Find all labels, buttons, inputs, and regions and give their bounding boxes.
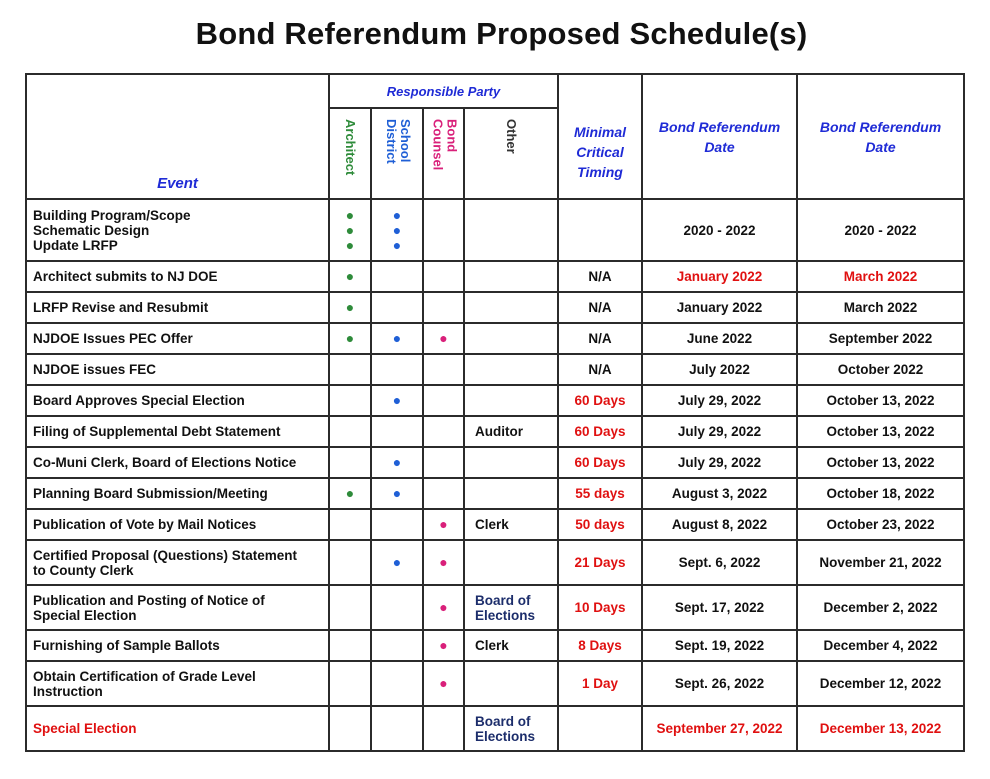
date-schedule-1-cell: September 27, 2022 xyxy=(642,706,797,751)
bond-counsel-dot-cell xyxy=(423,385,464,416)
timing-cell: 55 days xyxy=(558,478,642,509)
date-schedule-1-cell: June 2022 xyxy=(642,323,797,354)
bond-counsel-dot-cell: ● xyxy=(423,630,464,661)
table-row xyxy=(26,540,964,585)
page-title: Bond Referendum Proposed Schedule(s) xyxy=(195,16,808,51)
date-schedule-1-cell: January 2022 xyxy=(642,292,797,323)
architect-dot-cell xyxy=(329,354,371,385)
architect-dot-cell xyxy=(329,416,371,447)
timing-cell: 8 Days xyxy=(558,630,642,661)
header-date2-text: Bond Referendum Date xyxy=(819,118,942,155)
schedule-table xyxy=(25,73,965,752)
event-cell: NJDOE issues FEC xyxy=(26,354,329,385)
date-schedule-2-cell: 2020 - 2022 xyxy=(797,199,964,261)
school-district-dot-cell: ● xyxy=(371,323,423,354)
header-responsible-party: Responsible Party xyxy=(329,74,558,108)
table-row xyxy=(26,292,964,323)
header-date1-text: Bond Referendum Date xyxy=(658,118,781,155)
other-cell xyxy=(464,199,558,261)
bond-counsel-dot-cell: ● xyxy=(423,661,464,706)
header-bond-counsel-text: Bond Counsel xyxy=(430,119,460,171)
date-schedule-2-cell: September 2022 xyxy=(797,323,964,354)
date-schedule-2-cell: December 13, 2022 xyxy=(797,706,964,751)
timing-cell: N/A xyxy=(558,292,642,323)
table-row xyxy=(26,354,964,385)
bond-counsel-dot-cell xyxy=(423,447,464,478)
date-schedule-1-cell: August 8, 2022 xyxy=(642,509,797,540)
timing-cell: 50 days xyxy=(558,509,642,540)
table-row xyxy=(26,385,964,416)
date-schedule-2-cell: December 4, 2022 xyxy=(797,630,964,661)
bond-counsel-dot-cell: ● xyxy=(423,540,464,585)
date-schedule-2-cell: October 18, 2022 xyxy=(797,478,964,509)
bond-counsel-dot-cell xyxy=(423,416,464,447)
bond-counsel-dot-cell: ● xyxy=(423,323,464,354)
architect-dot-cell xyxy=(329,706,371,751)
architect-dot-cell: ● xyxy=(329,323,371,354)
architect-dot-cell xyxy=(329,661,371,706)
school-district-dot-cell xyxy=(371,585,423,630)
school-district-dot-cell: ● xyxy=(371,385,423,416)
other-cell xyxy=(464,354,558,385)
timing-cell: 60 Days xyxy=(558,385,642,416)
event-cell: Building Program/Scope Schematic Design Update LRFP xyxy=(26,199,329,261)
header-bond-referendum-date-1 xyxy=(642,74,797,199)
bond-counsel-dot-cell: ● xyxy=(423,509,464,540)
other-cell xyxy=(464,292,558,323)
school-district-dot-cell xyxy=(371,630,423,661)
other-cell: Clerk xyxy=(464,509,558,540)
date-schedule-1-cell: July 29, 2022 xyxy=(642,447,797,478)
other-cell xyxy=(464,478,558,509)
header-other xyxy=(464,108,558,199)
table-row xyxy=(26,199,964,261)
date-schedule-1-cell: Sept. 17, 2022 xyxy=(642,585,797,630)
table-row xyxy=(26,509,964,540)
architect-dot-cell: ● ● ● xyxy=(329,199,371,261)
school-district-dot-cell xyxy=(371,661,423,706)
school-district-dot-cell: ● xyxy=(371,478,423,509)
table-row xyxy=(26,661,964,706)
header-bond-counsel xyxy=(423,108,464,199)
date-schedule-2-cell: March 2022 xyxy=(797,261,964,292)
date-schedule-2-cell: November 21, 2022 xyxy=(797,540,964,585)
header-architect xyxy=(329,108,371,199)
table-row xyxy=(26,478,964,509)
header-architect-text: Architect xyxy=(343,119,358,176)
event-cell: Co-Muni Clerk, Board of Elections Notice xyxy=(26,447,329,478)
date-schedule-1-cell: Sept. 19, 2022 xyxy=(642,630,797,661)
date-schedule-1-cell: 2020 - 2022 xyxy=(642,199,797,261)
event-cell: NJDOE Issues PEC Offer xyxy=(26,323,329,354)
event-cell: Publication of Vote by Mail Notices xyxy=(26,509,329,540)
date-schedule-2-cell: October 13, 2022 xyxy=(797,447,964,478)
timing-cell: 10 Days xyxy=(558,585,642,630)
architect-dot-cell xyxy=(329,585,371,630)
table-row xyxy=(26,323,964,354)
architect-dot-cell xyxy=(329,447,371,478)
architect-dot-cell xyxy=(329,540,371,585)
event-cell: Filing of Supplemental Debt Statement xyxy=(26,416,329,447)
timing-cell: N/A xyxy=(558,261,642,292)
header-other-text: Other xyxy=(504,119,519,154)
date-schedule-2-cell: October 13, 2022 xyxy=(797,385,964,416)
school-district-dot-cell: ● xyxy=(371,540,423,585)
table-row xyxy=(26,585,964,630)
header-minimal-critical-timing-text: Minimal Critical Timing xyxy=(573,123,627,180)
date-schedule-1-cell: Sept. 26, 2022 xyxy=(642,661,797,706)
date-schedule-1-cell: Sept. 6, 2022 xyxy=(642,540,797,585)
other-cell: Board of Elections xyxy=(464,706,558,751)
date-schedule-1-cell: July 2022 xyxy=(642,354,797,385)
date-schedule-2-cell: October 23, 2022 xyxy=(797,509,964,540)
other-cell xyxy=(464,540,558,585)
bond-counsel-dot-cell xyxy=(423,199,464,261)
header-bond-referendum-date-2 xyxy=(797,74,964,199)
school-district-dot-cell xyxy=(371,706,423,751)
timing-cell xyxy=(558,199,642,261)
school-district-dot-cell xyxy=(371,416,423,447)
architect-dot-cell: ● xyxy=(329,261,371,292)
table-row xyxy=(26,447,964,478)
timing-cell: 60 Days xyxy=(558,416,642,447)
timing-cell xyxy=(558,706,642,751)
school-district-dot-cell: ● ● ● xyxy=(371,199,423,261)
school-district-dot-cell xyxy=(371,292,423,323)
header-school-district-text: School District xyxy=(384,119,413,164)
bond-counsel-dot-cell xyxy=(423,292,464,323)
architect-dot-cell: ● xyxy=(329,292,371,323)
bond-counsel-dot-cell xyxy=(423,478,464,509)
timing-cell: 1 Day xyxy=(558,661,642,706)
timing-cell: 60 Days xyxy=(558,447,642,478)
timing-cell: 21 Days xyxy=(558,540,642,585)
event-cell: Special Election xyxy=(26,706,329,751)
architect-dot-cell xyxy=(329,630,371,661)
architect-dot-cell: ● xyxy=(329,478,371,509)
header-school-district xyxy=(371,108,423,199)
date-schedule-1-cell: January 2022 xyxy=(642,261,797,292)
timing-cell: N/A xyxy=(558,354,642,385)
other-cell: Clerk xyxy=(464,630,558,661)
date-schedule-2-cell: October 2022 xyxy=(797,354,964,385)
school-district-dot-cell xyxy=(371,354,423,385)
date-schedule-2-cell: December 12, 2022 xyxy=(797,661,964,706)
date-schedule-1-cell: July 29, 2022 xyxy=(642,416,797,447)
other-cell: Board of Elections xyxy=(464,585,558,630)
table-row xyxy=(26,261,964,292)
bond-counsel-dot-cell xyxy=(423,354,464,385)
event-cell: Planning Board Submission/Meeting xyxy=(26,478,329,509)
table-row xyxy=(26,630,964,661)
event-cell: Certified Proposal (Questions) Statement to County Clerk xyxy=(26,540,329,585)
date-schedule-2-cell: October 13, 2022 xyxy=(797,416,964,447)
architect-dot-cell xyxy=(329,385,371,416)
schedule-body xyxy=(26,199,964,751)
timing-cell: N/A xyxy=(558,323,642,354)
school-district-dot-cell xyxy=(371,261,423,292)
school-district-dot-cell: ● xyxy=(371,447,423,478)
school-district-dot-cell xyxy=(371,509,423,540)
other-cell xyxy=(464,323,558,354)
date-schedule-1-cell: July 29, 2022 xyxy=(642,385,797,416)
table-row xyxy=(26,706,964,751)
header-event: Event xyxy=(26,74,329,199)
header-minimal-critical-timing xyxy=(558,74,642,199)
date-schedule-2-cell: March 2022 xyxy=(797,292,964,323)
event-cell: Publication and Posting of Notice of Special Election xyxy=(26,585,329,630)
event-cell: Obtain Certification of Grade Level Instruction xyxy=(26,661,329,706)
date-schedule-2-cell: December 2, 2022 xyxy=(797,585,964,630)
other-cell xyxy=(464,661,558,706)
other-cell xyxy=(464,261,558,292)
bond-counsel-dot-cell xyxy=(423,706,464,751)
other-cell xyxy=(464,447,558,478)
event-cell: LRFP Revise and Resubmit xyxy=(26,292,329,323)
event-cell: Furnishing of Sample Ballots xyxy=(26,630,329,661)
bond-counsel-dot-cell: ● xyxy=(423,585,464,630)
table-row xyxy=(26,416,964,447)
other-cell: Auditor xyxy=(464,416,558,447)
bond-counsel-dot-cell xyxy=(423,261,464,292)
date-schedule-1-cell: August 3, 2022 xyxy=(642,478,797,509)
architect-dot-cell xyxy=(329,509,371,540)
event-cell: Board Approves Special Election xyxy=(26,385,329,416)
other-cell xyxy=(464,385,558,416)
event-cell: Architect submits to NJ DOE xyxy=(26,261,329,292)
